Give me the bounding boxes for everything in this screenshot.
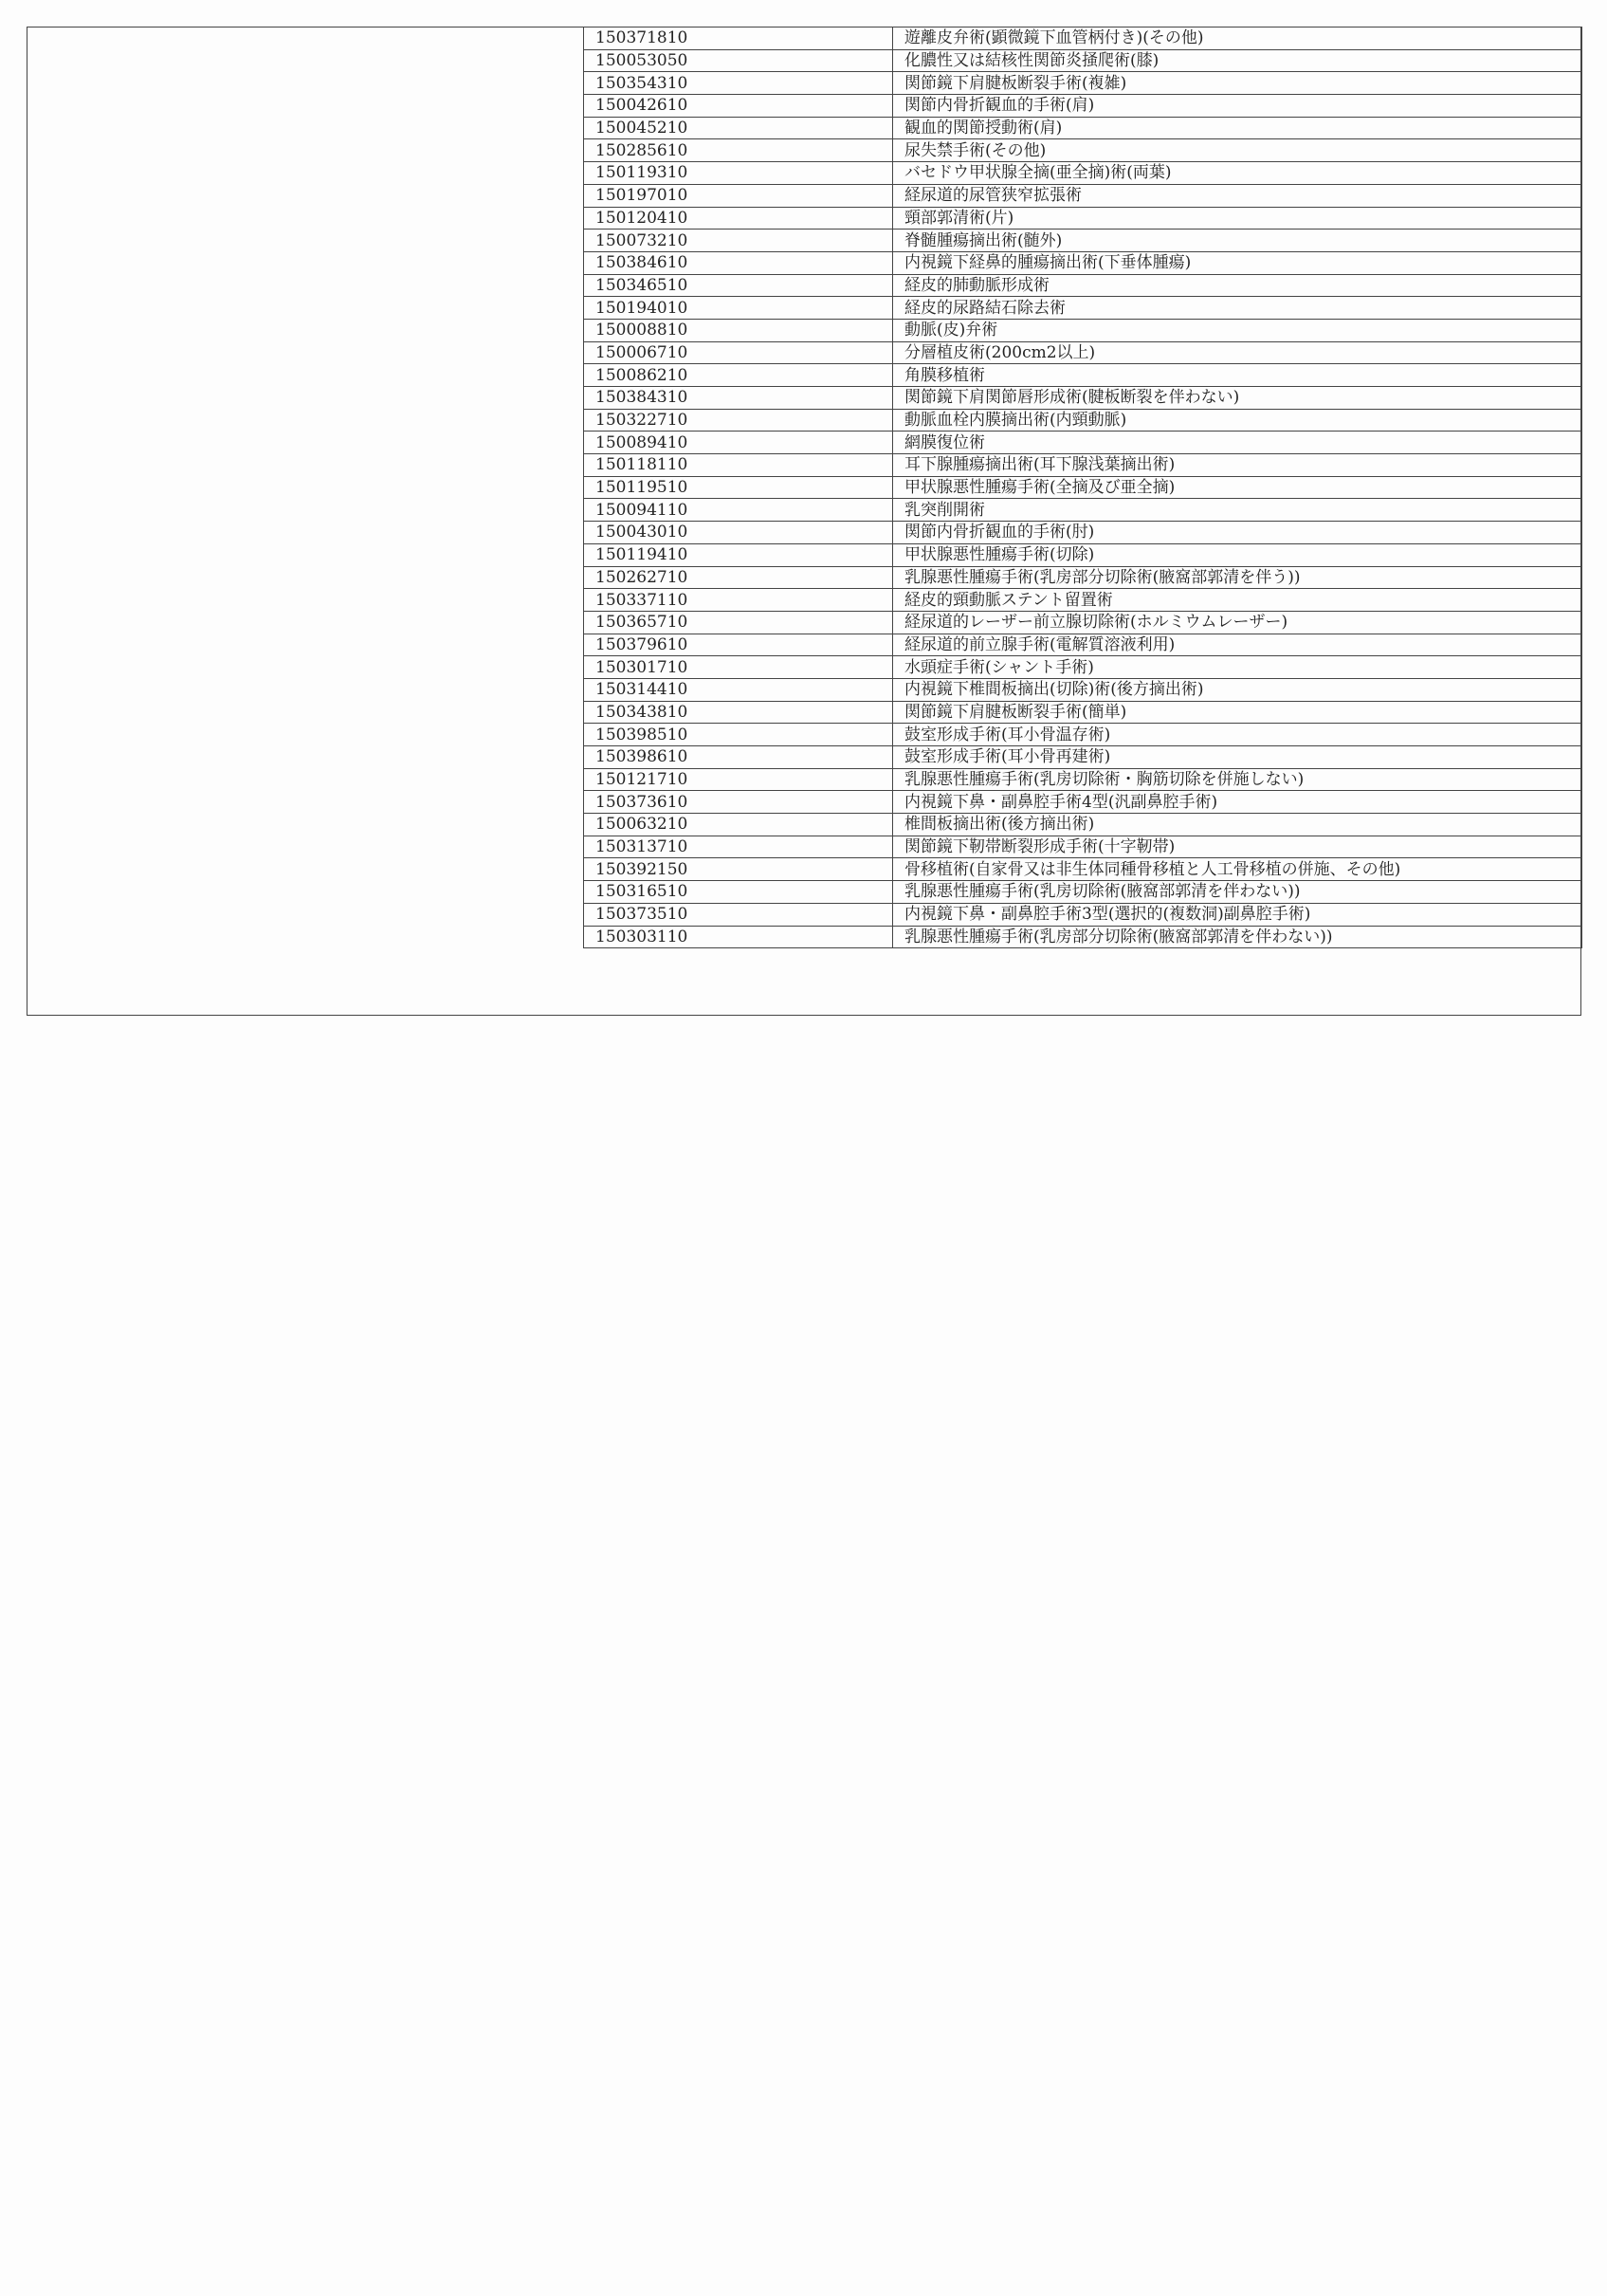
procedure-code-cell: 150045210 [584,117,893,139]
procedure-code-table [583,27,1582,948]
procedure-name-cell: 関節内骨折観血的手術(肘) [893,522,1582,544]
procedure-name-cell: 内視鏡下経鼻的腫瘍摘出術(下垂体腫瘍) [893,251,1582,274]
procedure-name-cell: 関節鏡下肩関節唇形成術(腱板断裂を伴わない) [893,387,1582,410]
procedure-code-cell: 150337110 [584,589,893,612]
procedure-name-cell: 甲状腺悪性腫瘍手術(切除) [893,543,1582,566]
table-row [584,95,1582,118]
table-row [584,251,1582,274]
procedure-name-cell: 関節鏡下靭帯断裂形成手術(十字靭帯) [893,836,1582,858]
procedure-code-cell: 150343810 [584,701,893,724]
table-row [584,543,1582,566]
procedure-name-cell: 経尿道的尿管狭窄拡張術 [893,184,1582,207]
procedure-name-cell: 内視鏡下鼻・副鼻腔手術4型(汎副鼻腔手術) [893,791,1582,814]
procedure-name-cell: 経尿道的レーザー前立腺切除術(ホルミウムレーザー) [893,611,1582,634]
procedure-code-cell: 150322710 [584,409,893,432]
table-row [584,432,1582,454]
procedure-name-cell: 動脈血栓内膜摘出術(内頸動脈) [893,409,1582,432]
procedure-code-cell: 150006710 [584,341,893,364]
table-row [584,364,1582,387]
procedure-code-cell: 150303110 [584,926,893,948]
table-row [584,791,1582,814]
procedure-code-cell: 150373510 [584,903,893,926]
table-row [584,634,1582,656]
table-row [584,589,1582,612]
procedure-name-cell: 鼓室形成手術(耳小骨再建術) [893,746,1582,769]
table-row [584,28,1582,50]
procedure-code-cell: 150086210 [584,364,893,387]
procedure-name-cell: 内視鏡下鼻・副鼻腔手術3型(選択的(複数洞)副鼻腔手術) [893,903,1582,926]
table-row [584,656,1582,679]
procedure-name-cell: 観血的関節授動術(肩) [893,117,1582,139]
table-row [584,49,1582,72]
procedure-code-cell: 150354310 [584,72,893,95]
procedure-name-cell: 動脈(皮)弁術 [893,319,1582,341]
procedure-name-cell: 骨移植術(自家骨又は非生体同種骨移植と人工骨移植の併施、その他) [893,858,1582,881]
procedure-code-cell: 150119310 [584,162,893,185]
table-row [584,566,1582,589]
procedure-code-cell: 150194010 [584,297,893,320]
procedure-code-cell: 150043010 [584,522,893,544]
procedure-name-cell: 網膜復位術 [893,432,1582,454]
procedure-code-cell: 150365710 [584,611,893,634]
table-row [584,814,1582,836]
procedure-name-cell: 頸部郭清術(片) [893,207,1582,230]
procedure-code-cell: 150384310 [584,387,893,410]
procedure-code-cell: 150384610 [584,251,893,274]
table-row [584,701,1582,724]
procedure-name-cell: 乳腺悪性腫瘍手術(乳房切除術(腋窩部郭清を伴わない)) [893,881,1582,904]
procedure-name-cell: 内視鏡下椎間板摘出(切除)術(後方摘出術) [893,678,1582,701]
procedure-code-cell: 150262710 [584,566,893,589]
procedure-code-cell: 150042610 [584,95,893,118]
procedure-code-cell: 150398510 [584,724,893,746]
table-row [584,881,1582,904]
procedure-code-cell: 150119410 [584,543,893,566]
table-row [584,184,1582,207]
procedure-code-cell: 150094110 [584,499,893,522]
table-row [584,499,1582,522]
procedure-name-cell: 経皮的肺動脈形成術 [893,274,1582,297]
table-row [584,139,1582,162]
table-row [584,724,1582,746]
procedure-code-cell: 150089410 [584,432,893,454]
procedure-name-cell: 角膜移植術 [893,364,1582,387]
table-row [584,230,1582,252]
procedure-name-cell: 関節鏡下肩腱板断裂手術(簡単) [893,701,1582,724]
procedure-code-cell: 150392150 [584,858,893,881]
procedure-code-cell: 150398610 [584,746,893,769]
procedure-name-cell: 経皮的頸動脈ステント留置術 [893,589,1582,612]
procedure-code-cell: 150120410 [584,207,893,230]
table-row [584,274,1582,297]
table-row [584,117,1582,139]
procedure-name-cell: 遊離皮弁術(顕微鏡下血管柄付き)(その他) [893,28,1582,50]
table-row [584,207,1582,230]
table-row [584,611,1582,634]
procedure-code-cell: 150121710 [584,768,893,791]
table-row [584,297,1582,320]
procedure-code-cell: 150008810 [584,319,893,341]
procedure-name-cell: 甲状腺悪性腫瘍手術(全摘及び亜全摘) [893,476,1582,499]
procedure-code-cell: 150316510 [584,881,893,904]
table-row [584,522,1582,544]
procedure-code-cell: 150379610 [584,634,893,656]
table-row [584,476,1582,499]
table-row [584,387,1582,410]
table-row [584,836,1582,858]
procedure-name-cell: 鼓室形成手術(耳小骨温存術) [893,724,1582,746]
procedure-code-cell: 150197010 [584,184,893,207]
procedure-code-cell: 150313710 [584,836,893,858]
procedure-code-cell: 150301710 [584,656,893,679]
table-row [584,858,1582,881]
table-row [584,72,1582,95]
procedure-code-cell: 150119510 [584,476,893,499]
procedure-name-cell: 水頭症手術(シャント手術) [893,656,1582,679]
table-row [584,409,1582,432]
table-row [584,319,1582,341]
procedure-name-cell: 耳下腺腫瘍摘出術(耳下腺浅葉摘出術) [893,454,1582,477]
procedure-code-cell: 150314410 [584,678,893,701]
table-row [584,454,1582,477]
procedure-name-cell: 脊髄腫瘍摘出術(髄外) [893,230,1582,252]
procedure-name-cell: 尿失禁手術(その他) [893,139,1582,162]
procedure-code-cell: 150371810 [584,28,893,50]
table-row [584,768,1582,791]
procedure-name-cell: 椎間板摘出術(後方摘出術) [893,814,1582,836]
procedure-code-cell: 150118110 [584,454,893,477]
procedure-code-cell: 150053050 [584,49,893,72]
table-row [584,162,1582,185]
table-row [584,678,1582,701]
procedure-name-cell: 分層植皮術(200cm2以上) [893,341,1582,364]
procedure-name-cell: 乳突削開術 [893,499,1582,522]
procedure-name-cell: 化膿性又は結核性関節炎掻爬術(膝) [893,49,1582,72]
table-row [584,341,1582,364]
procedure-code-cell: 150073210 [584,230,893,252]
procedure-rows [584,28,1582,948]
procedure-name-cell: バセドウ甲状腺全摘(亜全摘)術(両葉) [893,162,1582,185]
procedure-code-cell: 150346510 [584,274,893,297]
procedure-name-cell: 乳腺悪性腫瘍手術(乳房部分切除術(腋窩部郭清を伴わない)) [893,926,1582,948]
table-row [584,903,1582,926]
procedure-name-cell: 乳腺悪性腫瘍手術(乳房部分切除術(腋窩部郭清を伴う)) [893,566,1582,589]
procedure-name-cell: 経皮的尿路結石除去術 [893,297,1582,320]
table-row [584,746,1582,769]
procedure-name-cell: 乳腺悪性腫瘍手術(乳房切除術・胸筋切除を併施しない) [893,768,1582,791]
procedure-name-cell: 経尿道的前立腺手術(電解質溶液利用) [893,634,1582,656]
table-row [584,926,1582,948]
procedure-name-cell: 関節内骨折観血的手術(肩) [893,95,1582,118]
procedure-code-cell: 150063210 [584,814,893,836]
procedure-name-cell: 関節鏡下肩腱板断裂手術(複雑) [893,72,1582,95]
procedure-code-cell: 150373610 [584,791,893,814]
procedure-code-cell: 150285610 [584,139,893,162]
